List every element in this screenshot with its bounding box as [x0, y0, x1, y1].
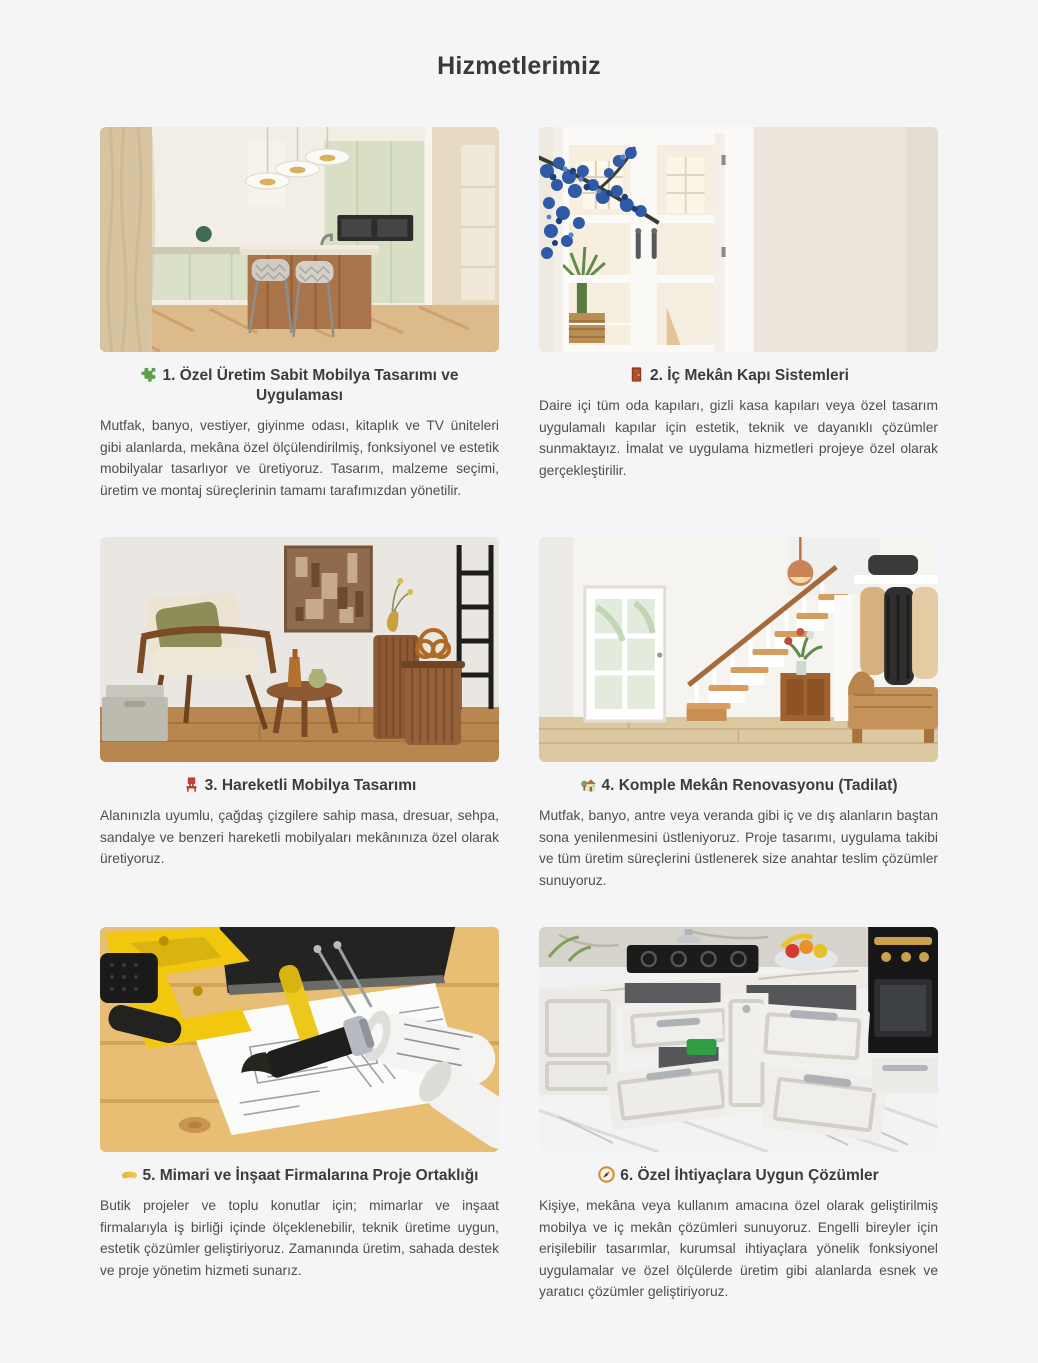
- service-description-6: Kişiye, mekâna veya kullanım amacına özel olarak geliştirilmiş mobilya ve iç mekân çözümleri sunuyoruz. Engelli bireyler için erişilebilir tasarımlar, kurumsal ihtiyaçlara yönelik fonksiyonel uygulamalar ve özel ölçülerde üretim gibi alanlarda esnek ve yaratıcı çözümler geliştiriyoruz.: [539, 1198, 938, 1299]
- service-title-text: 4. Komple Mekân Renovasyonu (Tadilat): [601, 777, 898, 794]
- service-card-2: [539, 127, 938, 501]
- kitchen-drawers-illustration: [539, 927, 938, 1152]
- service-title-text: 5. Mimari ve İnşaat Firmalarına Proje Ortaklığı: [142, 1167, 479, 1184]
- project-partnership-photo: [100, 927, 499, 1152]
- service-card-4: [539, 537, 938, 891]
- service-description-3: Alanınızla uyumlu, çağdaş çizgilere sahip masa, dresuar, sehpa, sandalye ve benzeri hareketli mobilyaları mekânınıza özel olarak üretiyoruz.: [100, 808, 499, 866]
- service-description-5: Butik projeler ve toplu konutlar için; mimarlar ve inşaat firmalarıyla iş birliği içinde ölçeklenebilir, teknik üretime uygun, estetik çözümler geliştiriyoruz. Zamanında üretim, sahada destek ve proje yönetim hizmeti sunarız.: [100, 1198, 499, 1278]
- service-card-6: [539, 927, 938, 1303]
- tools-illustration: [100, 927, 499, 1152]
- service-title-text: 6. Özel İhtiyaçlara Uygun Çözümler: [620, 1167, 879, 1184]
- service-title-text: 2. İç Mekân Kapı Sistemleri: [649, 367, 849, 384]
- renovation-hallway-photo: [539, 537, 938, 762]
- movable-furniture-photo: [100, 537, 499, 762]
- house-with-garden-icon: [580, 776, 597, 793]
- service-card-1: [100, 127, 499, 501]
- puzzle-piece-icon: [140, 366, 157, 383]
- service-title-2: [539, 366, 938, 386]
- services-grid: [100, 127, 938, 1303]
- service-title-6: [539, 1166, 938, 1186]
- interior-doors-photo: [539, 127, 938, 352]
- compass-icon: [598, 1166, 615, 1183]
- service-description-4: Mutfak, banyo, antre veya veranda gibi iç ve dış alanların baştan sona yenilenmesini üstleniyoruz. Proje tasarımı, uygulama takibi ve tüm üretim süreçlerini üstlenerek size anahtar teslim çözümler sunuyoruz.: [539, 808, 938, 888]
- custom-kitchen-photo: [100, 127, 499, 352]
- handshake-icon: [121, 1166, 138, 1183]
- service-title-text: 3. Hareketli Mobilya Tasarımı: [204, 777, 417, 794]
- service-card-3: [100, 537, 499, 891]
- service-title-3: [100, 776, 499, 796]
- custom-solutions-photo: [539, 927, 938, 1152]
- chair-icon: [183, 776, 200, 793]
- kitchen-illustration: [100, 127, 499, 352]
- service-title-text: 1. Özel Üretim Sabit Mobilya Tasarımı ve Uygulaması: [162, 367, 459, 404]
- service-description-1: Mutfak, banyo, vestiyer, giyinme odası, kitaplık ve TV üniteleri gibi alanlarda, mekâna özel ölçülendirilmiş, fonksiyonel ve estetik mobilyalar tasarlıyor ve üretiyoruz. Tasarım, malzeme seçimi, üretim ve montaj süreçlerinin tamamı tarafımızdan yönetilir.: [100, 418, 499, 498]
- doors-illustration: [539, 127, 938, 352]
- furniture-illustration: [100, 537, 499, 762]
- service-card-5: [100, 927, 499, 1303]
- page-title: Hizmetlerimiz: [437, 52, 601, 80]
- hallway-illustration: [539, 537, 938, 762]
- service-title-5: [100, 1166, 499, 1186]
- service-title-1: [100, 366, 499, 406]
- door-icon: [628, 366, 645, 383]
- service-description-2: Daire içi tüm oda kapıları, gizli kasa kapıları veya özel tasarım uygulamalı kapılar için estetik, teknik ve dayanıklı çözümler sunmaktayız. İmalat ve uygulama hizmetleri projeye özel olarak gerçekleştirilir.: [539, 398, 938, 478]
- service-title-4: [539, 776, 938, 796]
